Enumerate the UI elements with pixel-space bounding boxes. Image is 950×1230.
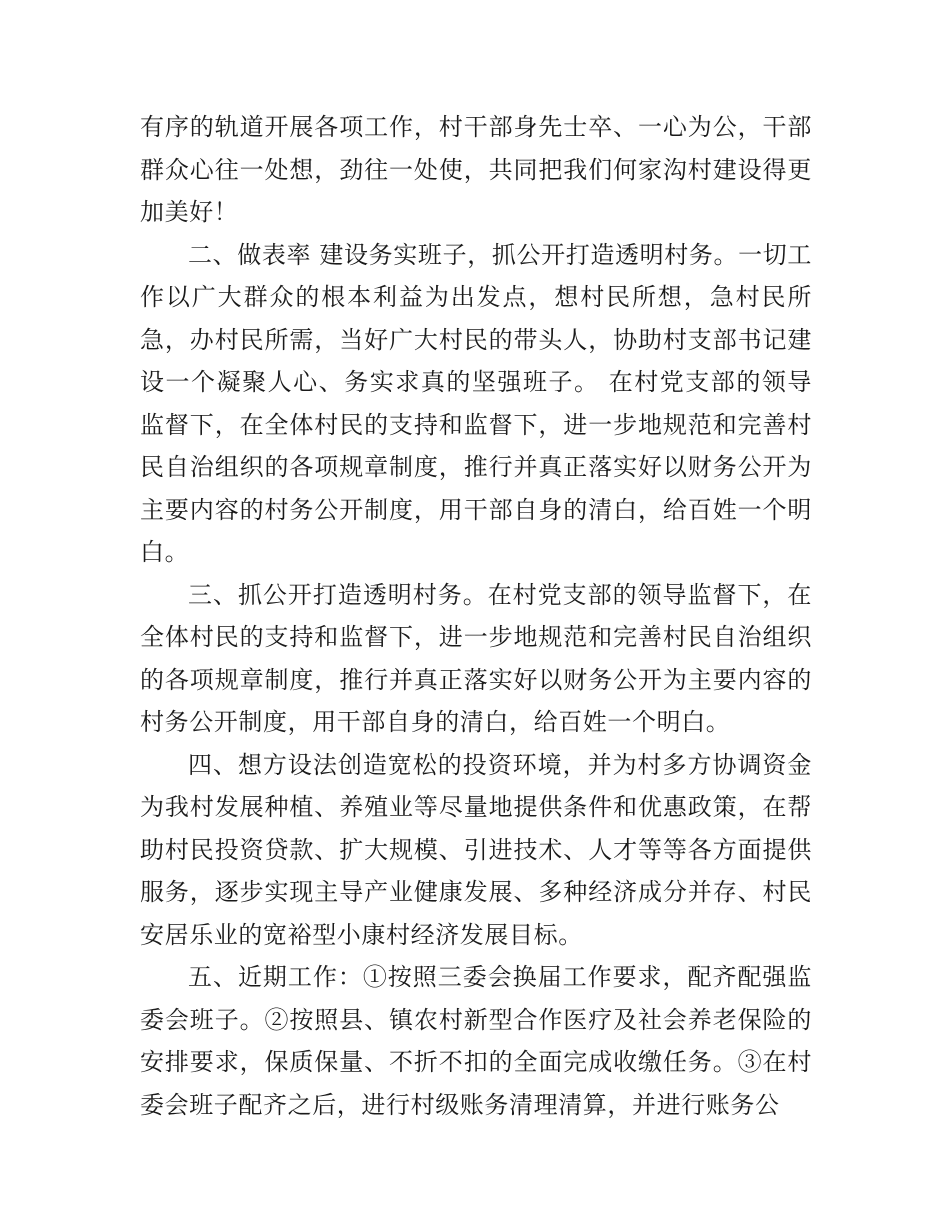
- paragraph-section-4: 四、想方设法创造宽松的投资环境，并为村多方协调资金为我村发展种植、养殖业等尽量地提供条件和优惠政策，在帮助村民投资贷款、扩大规模、引进技术、人才等等各方面提供服务，逐步实现主导产业健康发展、多种经济成分并存、村民安居乐业的宽裕型小康村经济发展目标。: [140, 750, 812, 949]
- document-body: [140, 106, 812, 1126]
- paragraph-continuation: 有序的轨道开展各项工作，村干部身先士卒、一心为公，干部群众心往一处想，劲往一处使，共同把我们何家沟村建设得更加美好！: [140, 113, 812, 226]
- paragraph-section-5: 五、近期工作：①按照三委会换届工作要求，配齐配强监委会班子。②按照县、镇农村新型合作医疗及社会养老保险的安排要求，保质保量、不折不扣的全面完成收缴任务。③在村委会班子配齐之后，进行村级账务清理清算，并进行账务公: [140, 963, 812, 1119]
- paragraph-section-3: 三、抓公开打造透明村务。在村党支部的领导监督下，在全体村民的支持和监督下，进一步地规范和完善村民自治组织的各项规章制度，推行并真正落实好以财务公开为主要内容的村务公开制度，用干部自身的清白，给百姓一个明白。: [140, 580, 812, 736]
- paragraph-section-2: 二、做表率 建设务实班子，抓公开打造透明村务。一切工作以广大群众的根本利益为出发点，想村民所想，急村民所急，办村民所需，当好广大村民的带头人，协助村支部书记建设一个凝聚人心、务实求真的坚强班子。 在村党支部的领导监督下，在全体村民的支持和监督下，进一步地规范和完善村民自治组织的各项规章制度，推行并真正落实好以财务公开为主要内容的村务公开制度，用干部自身的清白，给百姓一个明白。: [140, 240, 812, 566]
